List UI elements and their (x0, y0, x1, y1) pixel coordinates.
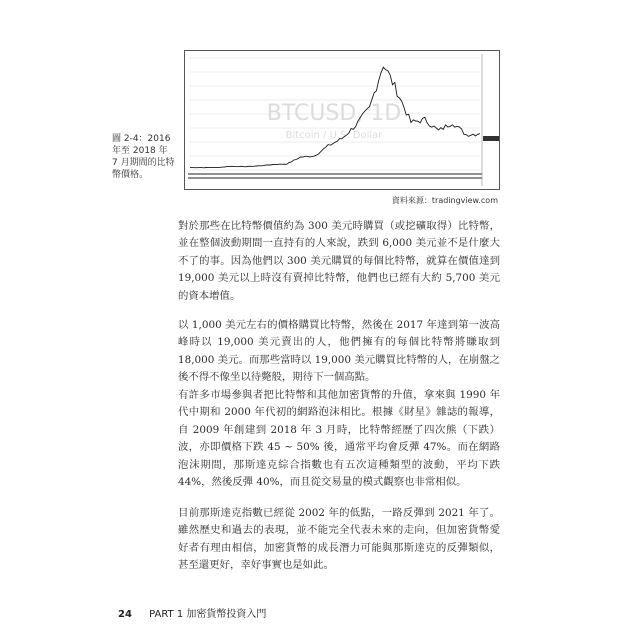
page-footer (118, 605, 266, 620)
btc-price-chart (184, 50, 500, 190)
figure-caption: 圖 2-4：2016 年至 2018 年 7 月期間的比特幣價格。 (112, 134, 175, 180)
part-title: PART 1 加密貨幣投資入門 (149, 609, 267, 620)
chart-watermark-subtitle: Bitcoin / U.S. Dollar (285, 130, 383, 141)
last-price-marker (483, 136, 499, 141)
paragraph-1: 對於那些在比特幣價值約為 300 美元時購買（或挖礦取得）比特幣，並在整個波動期間一直持有的人來說，跌到 6,000 美元並不是什麼大不了的事。因為他們以 300 美元購買的每個比特幣，就算在價值達到 19,000 美元以上時沒有賣掉比特幣，他們也已經有大約 5,700 美元的資本增值。 (178, 220, 500, 302)
paragraph-2: 以 1,000 美元左右的價格購買比特幣，然後在 2017 年達到第一波高峰時以 19,000 美元賣出的人，他們擁有的每個比特幣將賺取到 18,000 美元。而那些當時以 19,000 美元購買比特幣的人，在崩盤之後不得不像坐以待斃般，期待下一個高點。 (178, 319, 500, 384)
page-number: 24 (118, 609, 132, 620)
figure-source: 資料來源：tradingview.com (391, 196, 498, 205)
chart-watermark-title: BTCUSD, 1D (266, 101, 402, 126)
chart-svg (184, 50, 500, 190)
paragraph-4: 目前那斯達克指數已經從 2002 年的低點，一路反彈到 2021 年了。雖然歷史和過去的表現，並不能完全代表未來的走向，但加密貨幣愛好者有理由相信，加密貨幣的成長潛力可能與那斯達克的反彈類似，甚至還更好，幸好事實也是如此。 (178, 507, 500, 572)
paragraph-3: 有許多市場參與者把比特幣和其他加密貨幣的升值，拿來與 1990 年代中期和 2000 年代初的網路泡沫相比。根據《財星》雜誌的報導，自 2009 年創建到 2018 年 3 月時，比特幣經歷了四次熊（下跌）波，亦即價格下跌 45 ~ 50% 後，通常平均會反彈 47%。而在網路泡沫期間，那斯達克綜合指數也有五次這種類型的波動，平均下跌 44%，然後反彈 40%，而且從交易量的模式觀察也非常相似。 (178, 389, 500, 489)
